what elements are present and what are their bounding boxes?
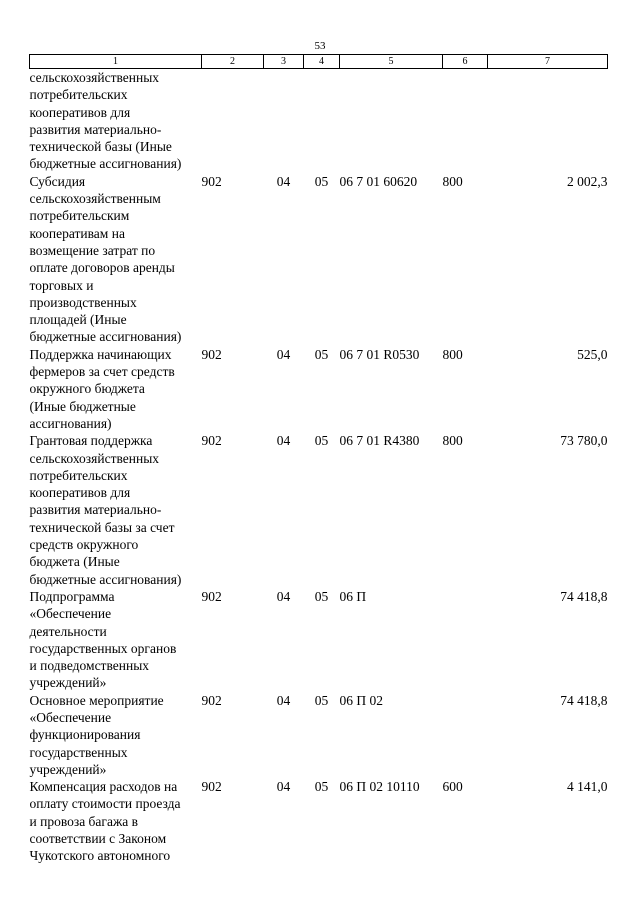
column-kv-cell: 902	[201, 346, 222, 362]
column-kv-cell: 902	[201, 588, 222, 604]
column-sum-cell: 74 418,8	[560, 692, 608, 708]
row-name-line: технической базы (Иные	[29, 139, 172, 155]
column-vr-cell: 800	[442, 346, 463, 362]
row-name-cell	[30, 778, 202, 864]
row-name-line: Субсидия	[29, 173, 86, 189]
row-name-line: сельскохозяйственных	[29, 70, 160, 85]
column-pr-cell: 05	[314, 588, 329, 604]
column-rz-cell: 04	[276, 433, 291, 449]
column-pr-cell: 05	[314, 173, 329, 189]
row-name-line: Основное мероприятие	[29, 692, 164, 708]
row-name-line: бюджетные ассигнования)	[29, 156, 182, 172]
row-name-line: «Обеспечение	[29, 709, 112, 725]
column-pr-cell: 05	[314, 692, 329, 708]
column-pr-cell	[304, 69, 340, 173]
table-row	[30, 432, 608, 588]
column-kv-cell: 902	[201, 173, 222, 189]
row-name-line: бюджетные ассигнования)	[29, 571, 182, 587]
column-cs-cell: 06 7 01 R0530	[339, 346, 420, 362]
column-cs-cell: 06 П 02	[339, 692, 383, 708]
row-name-line: средств окружного	[29, 537, 139, 553]
column-kv-cell: 902	[201, 779, 222, 795]
column-kv-cell: 902	[201, 433, 222, 449]
row-name-line: кооперативов для	[29, 485, 131, 501]
row-name-line: «Обеспечение	[29, 606, 112, 622]
column-cs-cell	[340, 69, 443, 173]
row-name-line: бюджетные ассигнования)	[29, 329, 182, 345]
row-name-line: развития материально-	[29, 121, 162, 137]
row-name-line: производственных	[29, 294, 137, 310]
table-row	[30, 173, 608, 346]
column-pr-cell: 05	[314, 779, 329, 795]
row-name-cell	[30, 432, 202, 588]
column-cs-cell: 06 П 02 10110	[339, 779, 420, 795]
table-body	[30, 69, 608, 865]
row-name-line: соответствии с Законом	[29, 831, 167, 847]
column-header-rz: 3	[264, 55, 304, 69]
row-name-line: учреждений»	[29, 675, 107, 691]
table-row	[30, 692, 608, 778]
column-header-pr: 4	[304, 55, 340, 69]
row-name-cell	[30, 69, 202, 173]
row-name-line: Поддержка начинающих	[29, 346, 172, 362]
row-name-line: фермеров за счет средств	[29, 364, 175, 380]
column-rz-cell	[264, 69, 304, 173]
row-name-cell	[30, 692, 202, 778]
row-name-line: потребительских	[29, 467, 128, 483]
column-rz-cell: 04	[276, 692, 291, 708]
row-name-line: ассигнования)	[29, 415, 112, 431]
page-number: 53	[314, 40, 326, 52]
column-header-name: 1	[30, 55, 202, 69]
table-row	[30, 69, 608, 173]
column-rz-cell: 04	[276, 346, 291, 362]
table-row	[30, 778, 608, 864]
row-name-cell	[30, 588, 202, 692]
column-rz-cell: 04	[276, 588, 291, 604]
column-kv-cell	[202, 69, 264, 173]
row-name-line: Подпрограмма	[29, 588, 115, 604]
column-sum-cell	[488, 69, 608, 173]
row-name-line: деятельности	[29, 623, 107, 639]
table-row	[30, 588, 608, 692]
column-header-cs: 5	[340, 55, 443, 69]
column-kv-cell: 902	[201, 692, 222, 708]
row-name-line: кооперативов для	[29, 104, 131, 120]
column-vr-cell: 600	[442, 779, 463, 795]
column-sum-cell: 73 780,0	[560, 433, 608, 449]
column-header-kv: 2	[202, 55, 264, 69]
row-name-line: кооперативам на	[29, 225, 125, 241]
column-sum-cell: 525,0	[577, 346, 608, 362]
column-pr-cell: 05	[314, 433, 329, 449]
column-vr-cell	[443, 692, 488, 778]
column-cs-cell: 06 П	[339, 588, 367, 604]
row-name-line: Чукотского автономного	[29, 848, 171, 864]
row-name-line: сельскохозяйственным	[29, 191, 161, 207]
row-name-line: возмещение затрат по	[29, 242, 156, 258]
row-name-line: площадей (Иные	[29, 312, 127, 328]
row-name-cell	[30, 346, 202, 432]
budget-table	[29, 54, 608, 865]
column-vr-cell: 800	[442, 433, 463, 449]
column-vr-cell	[443, 588, 488, 692]
column-rz-cell: 04	[276, 173, 291, 189]
row-name-line: потребительским	[29, 208, 130, 224]
column-sum-cell: 74 418,8	[560, 588, 608, 604]
column-vr-cell	[443, 69, 488, 173]
row-name-line: окружного бюджета	[29, 381, 145, 397]
row-name-line: технической базы за счет	[29, 519, 175, 535]
row-name-line: бюджета (Иные	[29, 554, 120, 570]
table-row	[30, 346, 608, 432]
row-name-cell	[30, 173, 202, 346]
row-name-line: (Иные бюджетные	[29, 398, 136, 414]
column-cs-cell: 06 7 01 R4380	[339, 433, 420, 449]
row-name-line: учреждений»	[29, 761, 107, 777]
row-name-line: функционирования	[29, 727, 141, 743]
column-number-header-row	[30, 55, 608, 69]
row-name-line: Грантовая поддержка	[29, 433, 153, 449]
column-cs-cell: 06 7 01 60620	[339, 173, 418, 189]
row-name-line: и подведомственных	[29, 658, 150, 674]
row-name-line: развития материально-	[29, 502, 162, 518]
column-pr-cell: 05	[314, 346, 329, 362]
row-name-line: государственных органов	[29, 640, 177, 656]
column-header-sum: 7	[488, 55, 608, 69]
row-name-line: оплату стоимости проезда	[29, 796, 181, 812]
column-sum-cell: 2 002,3	[567, 173, 608, 189]
row-name-line: торговых и	[29, 277, 94, 293]
column-vr-cell: 800	[442, 173, 463, 189]
row-name-line: и провоза багажа в	[29, 813, 139, 829]
row-name-line: оплате договоров аренды	[29, 260, 175, 276]
row-name-line: потребительских	[29, 87, 128, 103]
row-name-line: сельскохозяйственных	[29, 450, 160, 466]
row-name-line: государственных	[29, 744, 128, 760]
row-name-line: Компенсация расходов на	[29, 779, 178, 795]
column-sum-cell: 4 141,0	[567, 779, 608, 795]
column-header-vr: 6	[443, 55, 488, 69]
column-rz-cell: 04	[276, 779, 291, 795]
